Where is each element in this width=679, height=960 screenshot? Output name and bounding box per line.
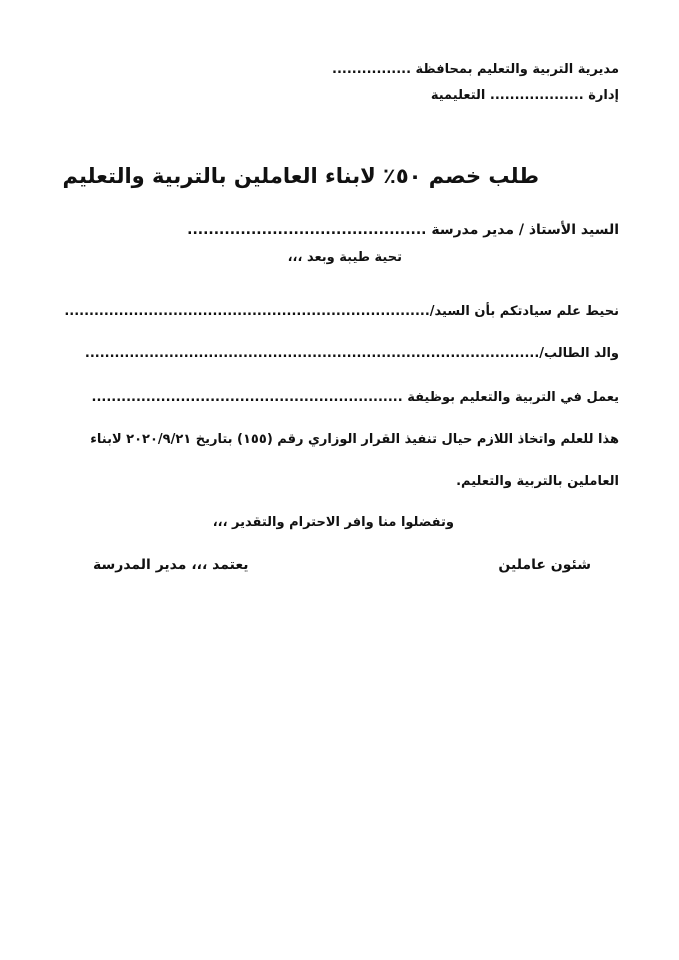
document-title: طلب خصم ٥٠٪ لابناء العاملين بالتربية والتعليم xyxy=(62,164,539,188)
student-name-line: نحيط علم سيادتكم بأن السيد/.......................................................................... xyxy=(64,304,619,319)
paragraph-line-2: العاملين بالتربية والتعليم. xyxy=(456,474,619,489)
directorate-line: مديرية التربية والتعليم بمحافظة ................ xyxy=(332,62,619,77)
closing-line: وتفضلوا منا وافر الاحترام والتقدير ،،، xyxy=(212,515,454,530)
staff-affairs-signature: شئون عاملين xyxy=(498,557,591,573)
paragraph-line-1: هذا للعلم واتخاذ اللازم حيال تنفيذ القرار الوزاري رقم (١٥٥) بتاريخ ٢٠٢٠/٩/٢١ لابناء xyxy=(90,432,619,447)
addressee-line: السيد الأستاذ / مدير مدرسة ............................................. xyxy=(187,222,619,238)
greeting-line: تحية طيبة وبعد ،،، xyxy=(287,250,402,265)
student-parent-line: والد الطالب/............................................................................................ xyxy=(84,346,619,361)
administration-line: إدارة ................... التعليمية xyxy=(430,88,619,103)
principal-signature: يعتمد ،،، مدير المدرسة xyxy=(93,557,249,573)
job-line: يعمل في التربية والتعليم بوظيفة ............................................................... xyxy=(91,390,619,405)
